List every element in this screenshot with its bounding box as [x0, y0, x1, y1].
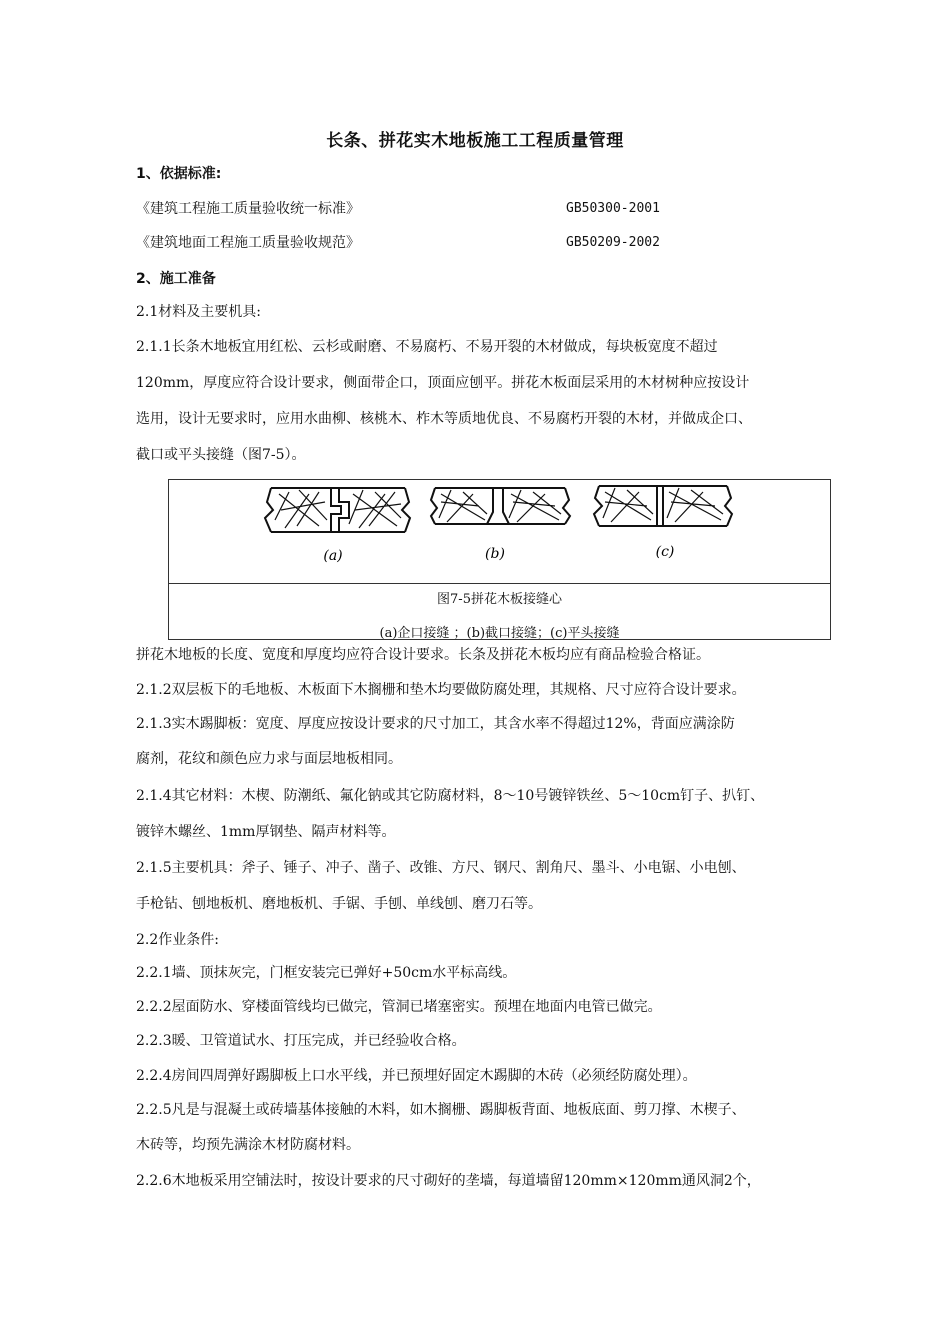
standard-item [136, 233, 876, 253]
paragraph-line: 2.1.3实木踢脚板：宽度、厚度应按设计要求的尺寸加工，其含水率不得超过12%，背面应满涂防 [136, 716, 735, 732]
paragraph-line: 120mm，厚度应符合设计要求，侧面带企口，顶面应刨平。拼花木板面层采用的木材树种应按设计 [136, 375, 750, 391]
section-heading-preparation: 2、施工准备 [136, 271, 216, 287]
paragraph-line: 2.2.4房间四周弹好踢脚板上口水平线，并已预埋好固定木踢脚的木砖（必须经防腐处理）。 [136, 1068, 697, 1084]
paragraph-line: 2.2.5凡是与混凝土或砖墙基体接触的木料，如木搁栅、踢脚板背面、地板底面、剪刀撑、木楔子、 [136, 1102, 746, 1118]
label-a: (a) [323, 548, 343, 564]
paragraph-line: 木砖等，均预先满涂木材防腐材料。 [136, 1137, 360, 1153]
joint-a-drawing [265, 488, 410, 532]
joint-c-drawing [594, 486, 732, 526]
section-heading-standards: 1、依据标准: [136, 166, 222, 182]
standard-name: 《建筑工程施工质量验收统一标准》 [136, 201, 360, 217]
standard-code: GB50209-2002 [566, 235, 660, 250]
paragraph-line: 截口或平头接缝（图7-5）。 [136, 447, 306, 463]
paragraph-line: 2.1.5主要机具：斧子、锤子、冲子、凿子、改锥、方尺、钢尺、割角尺、墨斗、小电锯、小电刨、 [136, 860, 746, 876]
paragraph-line: 2.1.2双层板下的毛地板、木板面下木搁栅和垫木均要做防腐处理，其规格、尺寸应符合设计要求。 [136, 682, 746, 698]
paragraph-line: 镀锌木螺丝、1mm厚钢垫、隔声材料等。 [136, 824, 396, 840]
paragraph-line: 2.1.4其它材料：木楔、防潮纸、氟化钠或其它防腐材料，8～10号镀锌铁丝、5～10cm钉子、扒钉、 [136, 788, 765, 804]
paragraph-line: 2.2.1墙、顶抹灰完，门框安装完已弹好+50cm水平标高线。 [136, 965, 517, 981]
paragraph-line: 2.2.2屋面防水、穿楼面管线均已做完，管洞已堵塞密实。预埋在地面内电管已做完。 [136, 999, 662, 1015]
figure-7-5 [168, 479, 831, 640]
label-b: (b) [485, 546, 505, 562]
joint-diagram-svg [169, 480, 830, 582]
paragraph-line: 2.1材料及主要机具: [136, 304, 261, 320]
paragraph-line: 腐剂，花纹和颜色应力求与面层地板相同。 [136, 751, 402, 767]
paragraph-line: 2.2.6木地板采用空铺法时，按设计要求的尺寸砌好的垄墙，每道墙留120mm×120mm通风洞2个， [136, 1173, 761, 1189]
label-c: (c) [655, 544, 675, 560]
figure-subcaption: (a)企口接缝 ；(b)截口接缝；(c)平头接缝 [379, 626, 620, 641]
standard-code: GB50300-2001 [566, 201, 660, 216]
page-title: 长条、拼花实木地板施工工程质量管理 [326, 131, 624, 151]
standard-name: 《建筑地面工程施工质量验收规范》 [136, 235, 360, 251]
standard-item [136, 199, 876, 219]
figure-caption: 图7-5拼花木板接缝心 [437, 592, 562, 607]
figure-caption-block [169, 583, 830, 640]
joint-b-drawing [431, 488, 570, 524]
joint-diagram [169, 480, 830, 582]
paragraph-line: 2.1.1长条木地板宜用红松、云杉或耐磨、不易腐朽、不易开裂的木材做成，每块板宽度不超过 [136, 339, 718, 355]
paragraph-line: 2.2作业条件: [136, 932, 219, 948]
paragraph-line: 手枪钻、刨地板机、磨地板机、手锯、手刨、单线刨、磨刀石等。 [136, 896, 542, 912]
paragraph-line: 拼花木地板的长度、宽度和厚度均应符合设计要求。长条及拼花木板均应有商品检验合格证。 [136, 647, 710, 663]
paragraph-line: 2.2.3暖、卫管道试水、打压完成，并已经验收合格。 [136, 1033, 466, 1049]
paragraph-line: 选用，设计无要求时，应用水曲柳、核桃木、柞木等质地优良、不易腐朽开裂的木材，并做成企口、 [136, 411, 752, 427]
